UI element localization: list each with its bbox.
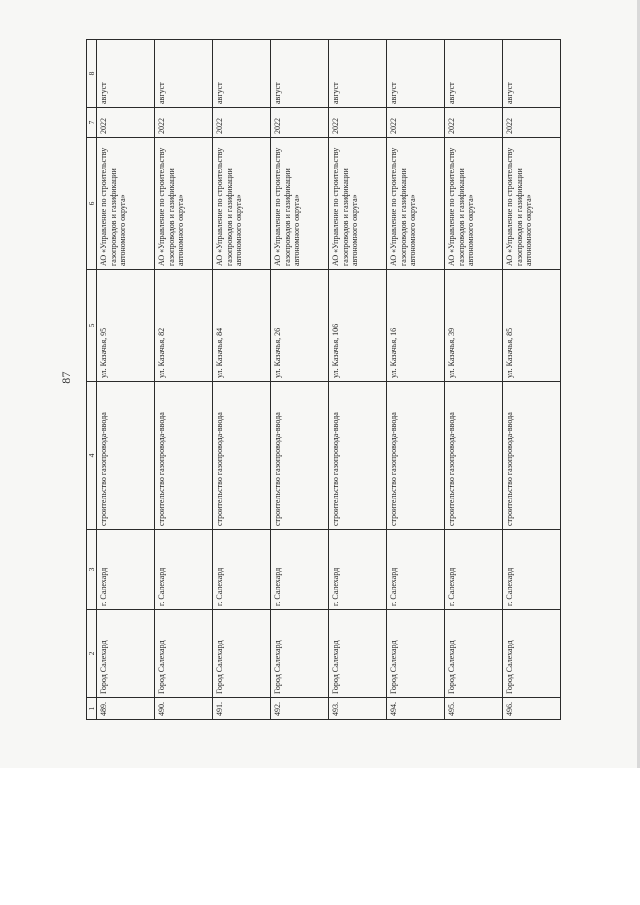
- row-number-cell: 495.: [445, 698, 503, 720]
- month-cell: август: [155, 40, 213, 108]
- registry-table: [86, 39, 561, 720]
- address-cell: ул. Казачья, 16: [387, 270, 445, 382]
- month-cell: август: [503, 40, 561, 108]
- address-cell: ул. Казачья, 39: [445, 270, 503, 382]
- settlement-cell: г. Салехард: [213, 530, 271, 610]
- month-cell: август: [329, 40, 387, 108]
- table-body: [97, 40, 561, 720]
- work-type-cell: строительство газопровода-ввода: [503, 382, 561, 530]
- municipality-cell: Город Салехард: [445, 610, 503, 698]
- table-row: [155, 40, 213, 720]
- settlement-cell: г. Салехард: [155, 530, 213, 610]
- address-cell: ул. Казачья, 84: [213, 270, 271, 382]
- work-type-cell: строительство газопровода-ввода: [387, 382, 445, 530]
- municipality-cell: Город Салехард: [387, 610, 445, 698]
- work-type-cell: строительство газопровода-ввода: [445, 382, 503, 530]
- year-cell: 2022: [271, 108, 329, 138]
- row-number-cell: 493.: [329, 698, 387, 720]
- settlement-cell: г. Салехард: [503, 530, 561, 610]
- work-type-cell: строительство газопровода-ввода: [213, 382, 271, 530]
- year-cell: 2022: [213, 108, 271, 138]
- column-number-header: 4: [87, 382, 97, 530]
- column-number-header: 6: [87, 138, 97, 270]
- table-row: [387, 40, 445, 720]
- municipality-cell: Город Салехард: [503, 610, 561, 698]
- year-cell: 2022: [503, 108, 561, 138]
- work-type-cell: строительство газопровода-ввода: [155, 382, 213, 530]
- year-cell: 2022: [445, 108, 503, 138]
- municipality-cell: Город Салехард: [155, 610, 213, 698]
- column-number-header: 1: [87, 698, 97, 720]
- work-type-cell: строительство газопровода-ввода: [271, 382, 329, 530]
- month-cell: август: [445, 40, 503, 108]
- row-number-cell: 490.: [155, 698, 213, 720]
- row-number-cell: 491.: [213, 698, 271, 720]
- settlement-cell: г. Салехард: [329, 530, 387, 610]
- settlement-cell: г. Салехард: [97, 530, 155, 610]
- address-cell: ул. Казачья, 85: [503, 270, 561, 382]
- row-number-cell: 492.: [271, 698, 329, 720]
- month-cell: август: [271, 40, 329, 108]
- municipality-cell: Город Салехард: [213, 610, 271, 698]
- settlement-cell: г. Салехард: [445, 530, 503, 610]
- table-header-row: [87, 40, 97, 720]
- table-row: [213, 40, 271, 720]
- row-number-cell: 496.: [503, 698, 561, 720]
- executor-cell: АО «Управление по строительству газопроводов и газификации автономного округа»: [97, 138, 155, 270]
- executor-cell: АО «Управление по строительству газопроводов и газификации автономного округа»: [271, 138, 329, 270]
- executor-cell: АО «Управление по строительству газопроводов и газификации автономного округа»: [155, 138, 213, 270]
- page-number: 87: [58, 371, 73, 384]
- year-cell: 2022: [387, 108, 445, 138]
- table-row: [97, 40, 155, 720]
- month-cell: август: [213, 40, 271, 108]
- year-cell: 2022: [329, 108, 387, 138]
- municipality-cell: Город Салехард: [329, 610, 387, 698]
- row-number-cell: 494.: [387, 698, 445, 720]
- month-cell: август: [387, 40, 445, 108]
- table-row: [271, 40, 329, 720]
- executor-cell: АО «Управление по строительству газопроводов и газификации автономного округа»: [387, 138, 445, 270]
- year-cell: 2022: [155, 108, 213, 138]
- year-cell: 2022: [97, 108, 155, 138]
- table-row: [503, 40, 561, 720]
- address-cell: ул. Казачья, 106: [329, 270, 387, 382]
- address-cell: ул. Казачья, 26: [271, 270, 329, 382]
- column-number-header: 5: [87, 270, 97, 382]
- table-row: [445, 40, 503, 720]
- table-row: [329, 40, 387, 720]
- month-cell: август: [97, 40, 155, 108]
- executor-cell: АО «Управление по строительству газопроводов и газификации автономного округа»: [445, 138, 503, 270]
- executor-cell: АО «Управление по строительству газопроводов и газификации автономного округа»: [213, 138, 271, 270]
- settlement-cell: г. Салехард: [271, 530, 329, 610]
- address-cell: ул. Казачья, 95: [97, 270, 155, 382]
- municipality-cell: Город Салехард: [97, 610, 155, 698]
- executor-cell: АО «Управление по строительству газопроводов и газификации автономного округа»: [503, 138, 561, 270]
- address-cell: ул. Казачья, 82: [155, 270, 213, 382]
- row-number-cell: 489.: [97, 698, 155, 720]
- settlement-cell: г. Салехард: [387, 530, 445, 610]
- column-number-header: 2: [87, 610, 97, 698]
- column-number-header: 3: [87, 530, 97, 610]
- executor-cell: АО «Управление по строительству газопроводов и газификации автономного округа»: [329, 138, 387, 270]
- column-number-header: 8: [87, 40, 97, 108]
- registry-table-wrapper: [86, 40, 560, 720]
- municipality-cell: Город Салехард: [271, 610, 329, 698]
- work-type-cell: строительство газопровода-ввода: [329, 382, 387, 530]
- work-type-cell: строительство газопровода-ввода: [97, 382, 155, 530]
- column-number-header: 7: [87, 108, 97, 138]
